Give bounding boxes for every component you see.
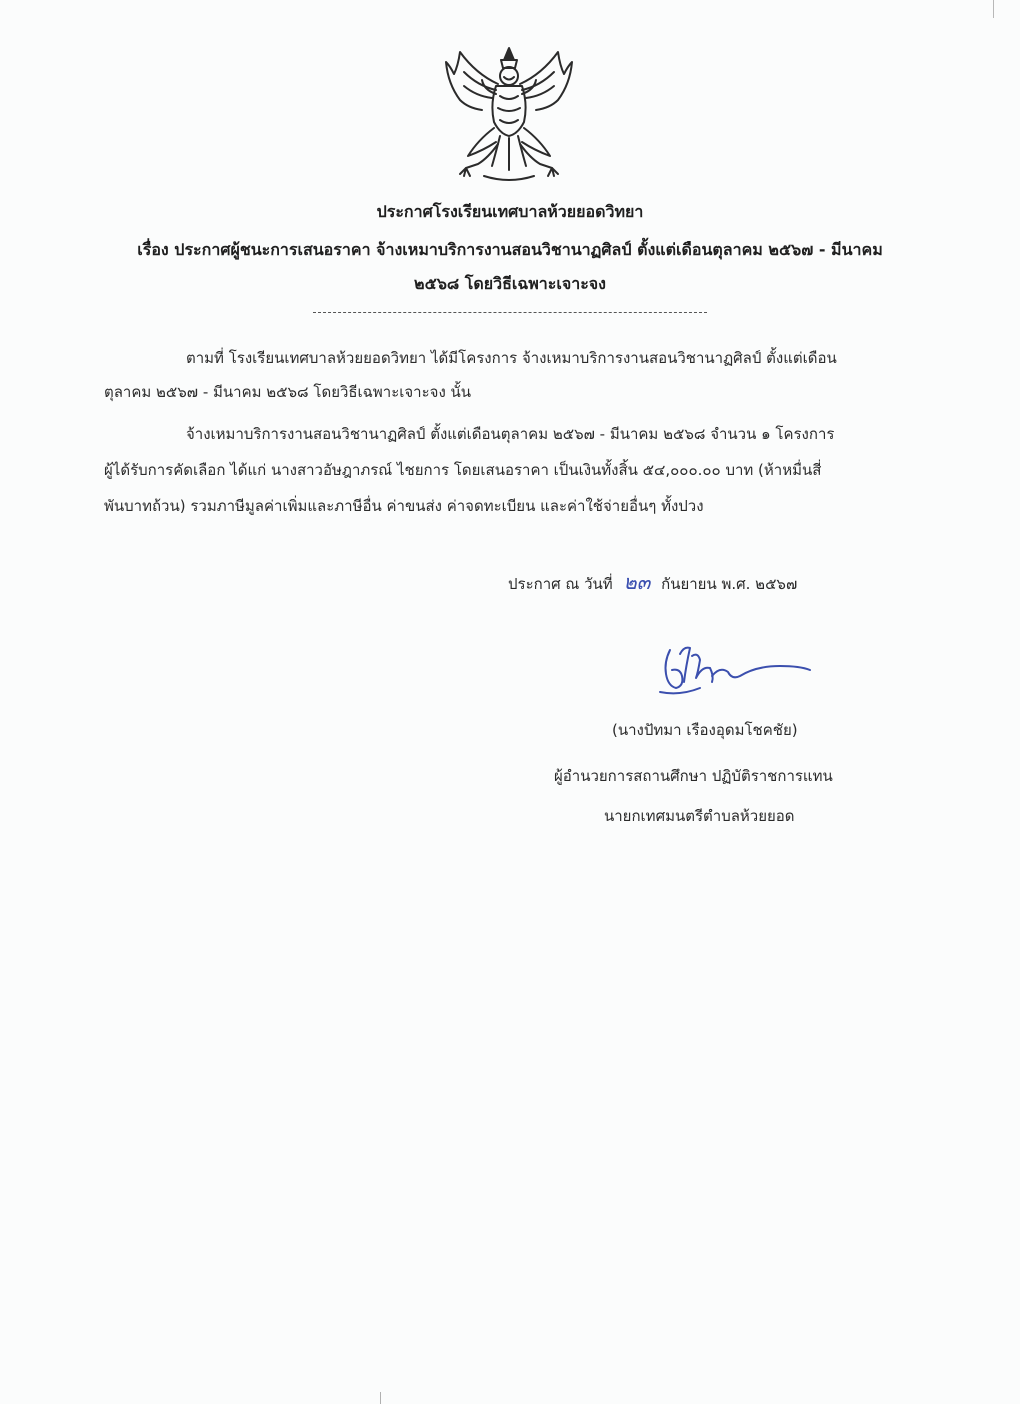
paragraph-1-line-2: ตุลาคม ๒๕๖๗ - มีนาคม ๒๕๖๘ โดยวิธีเฉพาะเจาะจง นั้น (104, 383, 472, 401)
signatory-title-line-2: นายกเทศมนตรีตำบลห้วยยอด (604, 807, 795, 825)
scan-bottom-mark (380, 1392, 381, 1404)
announcement-subject-line-1: เรื่อง ประกาศผู้ชนะการเสนอราคา จ้างเหมาบริการงานสอนวิชานาฏศิลป์ ตั้งแต่เดือนตุลาคม ๒๕๖๗ - มีนาคม (137, 240, 883, 259)
date-day-handwritten: ๒๓ (623, 570, 651, 594)
paragraph-1-line-1: ตามที่ โรงเรียนเทศบาลห้วยยอดวิทยา ได้มีโครงการ จ้างเหมาบริการงานสอนวิชานาฏศิลป์ ตั้งแต่เดือน (186, 349, 837, 367)
date-prefix: ประกาศ ณ วันที่ (508, 575, 613, 593)
date-suffix: กันยายน พ.ศ. ๒๕๖๗ (661, 575, 798, 593)
announcement-title: ประกาศโรงเรียนเทศบาลห้วยยอดวิทยา (376, 202, 644, 221)
header-divider (313, 312, 707, 313)
garuda-emblem-icon (438, 44, 580, 186)
announcement-date (508, 566, 797, 598)
announcement-subject-line-2: ๒๕๖๘ โดยวิธีเฉพาะเจาะจง (414, 274, 606, 293)
paragraph-2-line-2: ผู้ได้รับการคัดเลือก ได้แก่ นางสาวอัษฎาภรณ์ ไชยการ โดยเสนอราคา เป็นเงินทั้งสิ้น ๕๔,๐๐๐.๐๐ บาท (ห้าหมื่นสี่ (104, 461, 822, 479)
scan-edge-mark (993, 0, 1008, 18)
paragraph-2-line-1: จ้างเหมาบริการงานสอนวิชานาฏศิลป์ ตั้งแต่เดือนตุลาคม ๒๕๖๗ - มีนาคม ๒๕๖๘ จำนวน ๑ โครงการ (186, 425, 835, 443)
signatory-title-line-1: ผู้อำนวยการสถานศึกษา ปฏิบัติราชการแทน (554, 767, 833, 785)
signatory-name: (นางปัทมา เรืองอุดมโชคชัย) (612, 721, 798, 739)
paragraph-2-line-3: พันบาทถ้วน) รวมภาษีมูลค่าเพิ่มและภาษีอื่น ค่าขนส่ง ค่าจดทะเบียน และค่าใช้จ่ายอื่นๆ ทั้งปวง (104, 497, 704, 515)
handwritten-signature-icon (640, 636, 820, 706)
